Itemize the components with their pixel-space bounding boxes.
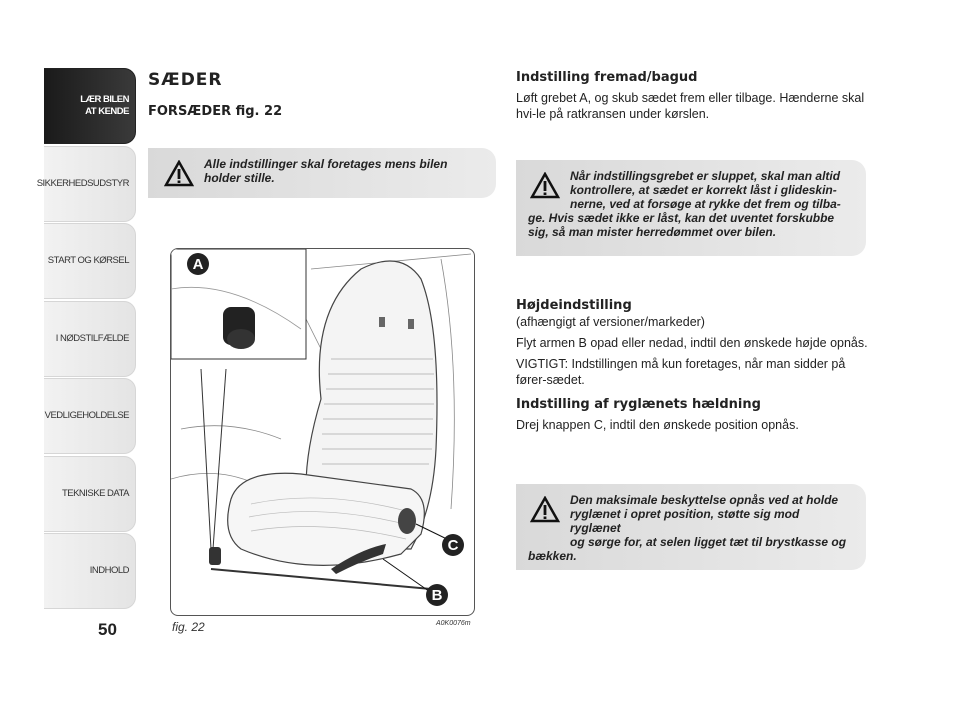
warning-text-line: nerne, ved at forsøge at rykke det frem og tilba- bbox=[570, 197, 841, 211]
callout-c-label: C bbox=[447, 537, 459, 554]
section-heading: Indstilling fremad/bagud bbox=[516, 70, 698, 85]
section-height bbox=[516, 298, 868, 433]
section-text: Drej knappen C, indtil den ønskede position opnås. bbox=[516, 418, 799, 432]
tab-label: VEDLIGEHOLDELSE bbox=[44, 410, 129, 421]
tab-vedligeholdelse[interactable] bbox=[44, 378, 136, 454]
seat-illustration bbox=[171, 249, 474, 615]
section-text: Løft grebet A, og skub sædet frem eller tilbage. Hænderne skal hvi-le på ratkransen under kørslen. bbox=[516, 91, 865, 121]
page-number: 50 bbox=[98, 620, 117, 639]
section-subheading: (afhængigt af versioner/markeder) bbox=[516, 315, 705, 329]
warning-triangle-icon bbox=[164, 160, 194, 187]
tab-indhold[interactable] bbox=[44, 533, 136, 609]
warning-triangle-icon bbox=[530, 496, 560, 523]
seat-figure bbox=[170, 248, 475, 616]
chapter-tabs bbox=[36, 68, 136, 611]
section-heading: Højdeindstilling bbox=[516, 298, 632, 313]
tab-start-og-korsel[interactable] bbox=[44, 223, 136, 299]
warning-text-line: og sørge for, at selen ligget tæt til brystkasse og bbox=[570, 535, 847, 549]
section-note: VIGTIGT: Indstillingen må kun foretages, når man sidder på fører-sædet. bbox=[516, 357, 846, 387]
warning-text: Alle indstillinger skal foretages mens bilen holder stille. bbox=[204, 157, 448, 185]
tab-label: START OG KØRSEL bbox=[47, 255, 129, 266]
warning-box bbox=[516, 484, 866, 570]
section-forward-backward bbox=[516, 70, 868, 122]
figure-caption: fig. 22 bbox=[172, 620, 205, 634]
tab-tekniske-data[interactable] bbox=[44, 456, 136, 532]
warning-triangle-icon bbox=[530, 172, 560, 199]
tab-label: TEKNISKE DATA bbox=[61, 487, 129, 499]
callout-a-label: A bbox=[192, 256, 204, 273]
warning-box bbox=[148, 148, 496, 198]
tab-label: SIKKERHEDSUDSTYR bbox=[36, 177, 129, 189]
tab-i-nodstilfaelde[interactable] bbox=[44, 301, 136, 377]
section-heading: Indstilling af ryglænets hældning bbox=[516, 397, 761, 412]
warning-box bbox=[516, 160, 866, 256]
tab-label: INDHOLD bbox=[89, 565, 129, 576]
section-subtitle: FORSÆDER fig. 22 bbox=[148, 104, 283, 119]
warning-text-rest: bækken. bbox=[528, 549, 577, 563]
page-title: SÆDER bbox=[148, 70, 223, 90]
tab-laer-bilen-at-kende[interactable] bbox=[44, 68, 136, 144]
tab-label: AT KENDE bbox=[85, 106, 129, 117]
warning-text-line: Når indstillingsgrebet er sluppet, skal man altid bbox=[570, 169, 841, 183]
tab-label: I NØDSTILFÆLDE bbox=[55, 332, 129, 344]
warning-text-line: Den maksimale beskyttelse opnås ved at holde bbox=[570, 493, 839, 507]
warning-text-line: ryglænet i opret position, støtte sig mod ryglænet bbox=[570, 507, 800, 535]
section-text: Flyt armen B opad eller nedad, indtil den ønskede højde opnås. bbox=[516, 336, 868, 350]
callout-b-label: B bbox=[431, 587, 443, 604]
tab-label: LÆR BILEN bbox=[80, 94, 129, 105]
tab-sikkerhedsudstyr[interactable] bbox=[36, 146, 136, 222]
warning-text-line: kontrollere, at sædet er korrekt låst i glideskin- bbox=[570, 183, 837, 197]
figure-code: A0K0076m bbox=[436, 620, 471, 627]
warning-text-rest: ge. Hvis sædet ikke er låst, kan det uventet forskubbe sig, så man mister herredømmet over bilen. bbox=[528, 211, 835, 239]
